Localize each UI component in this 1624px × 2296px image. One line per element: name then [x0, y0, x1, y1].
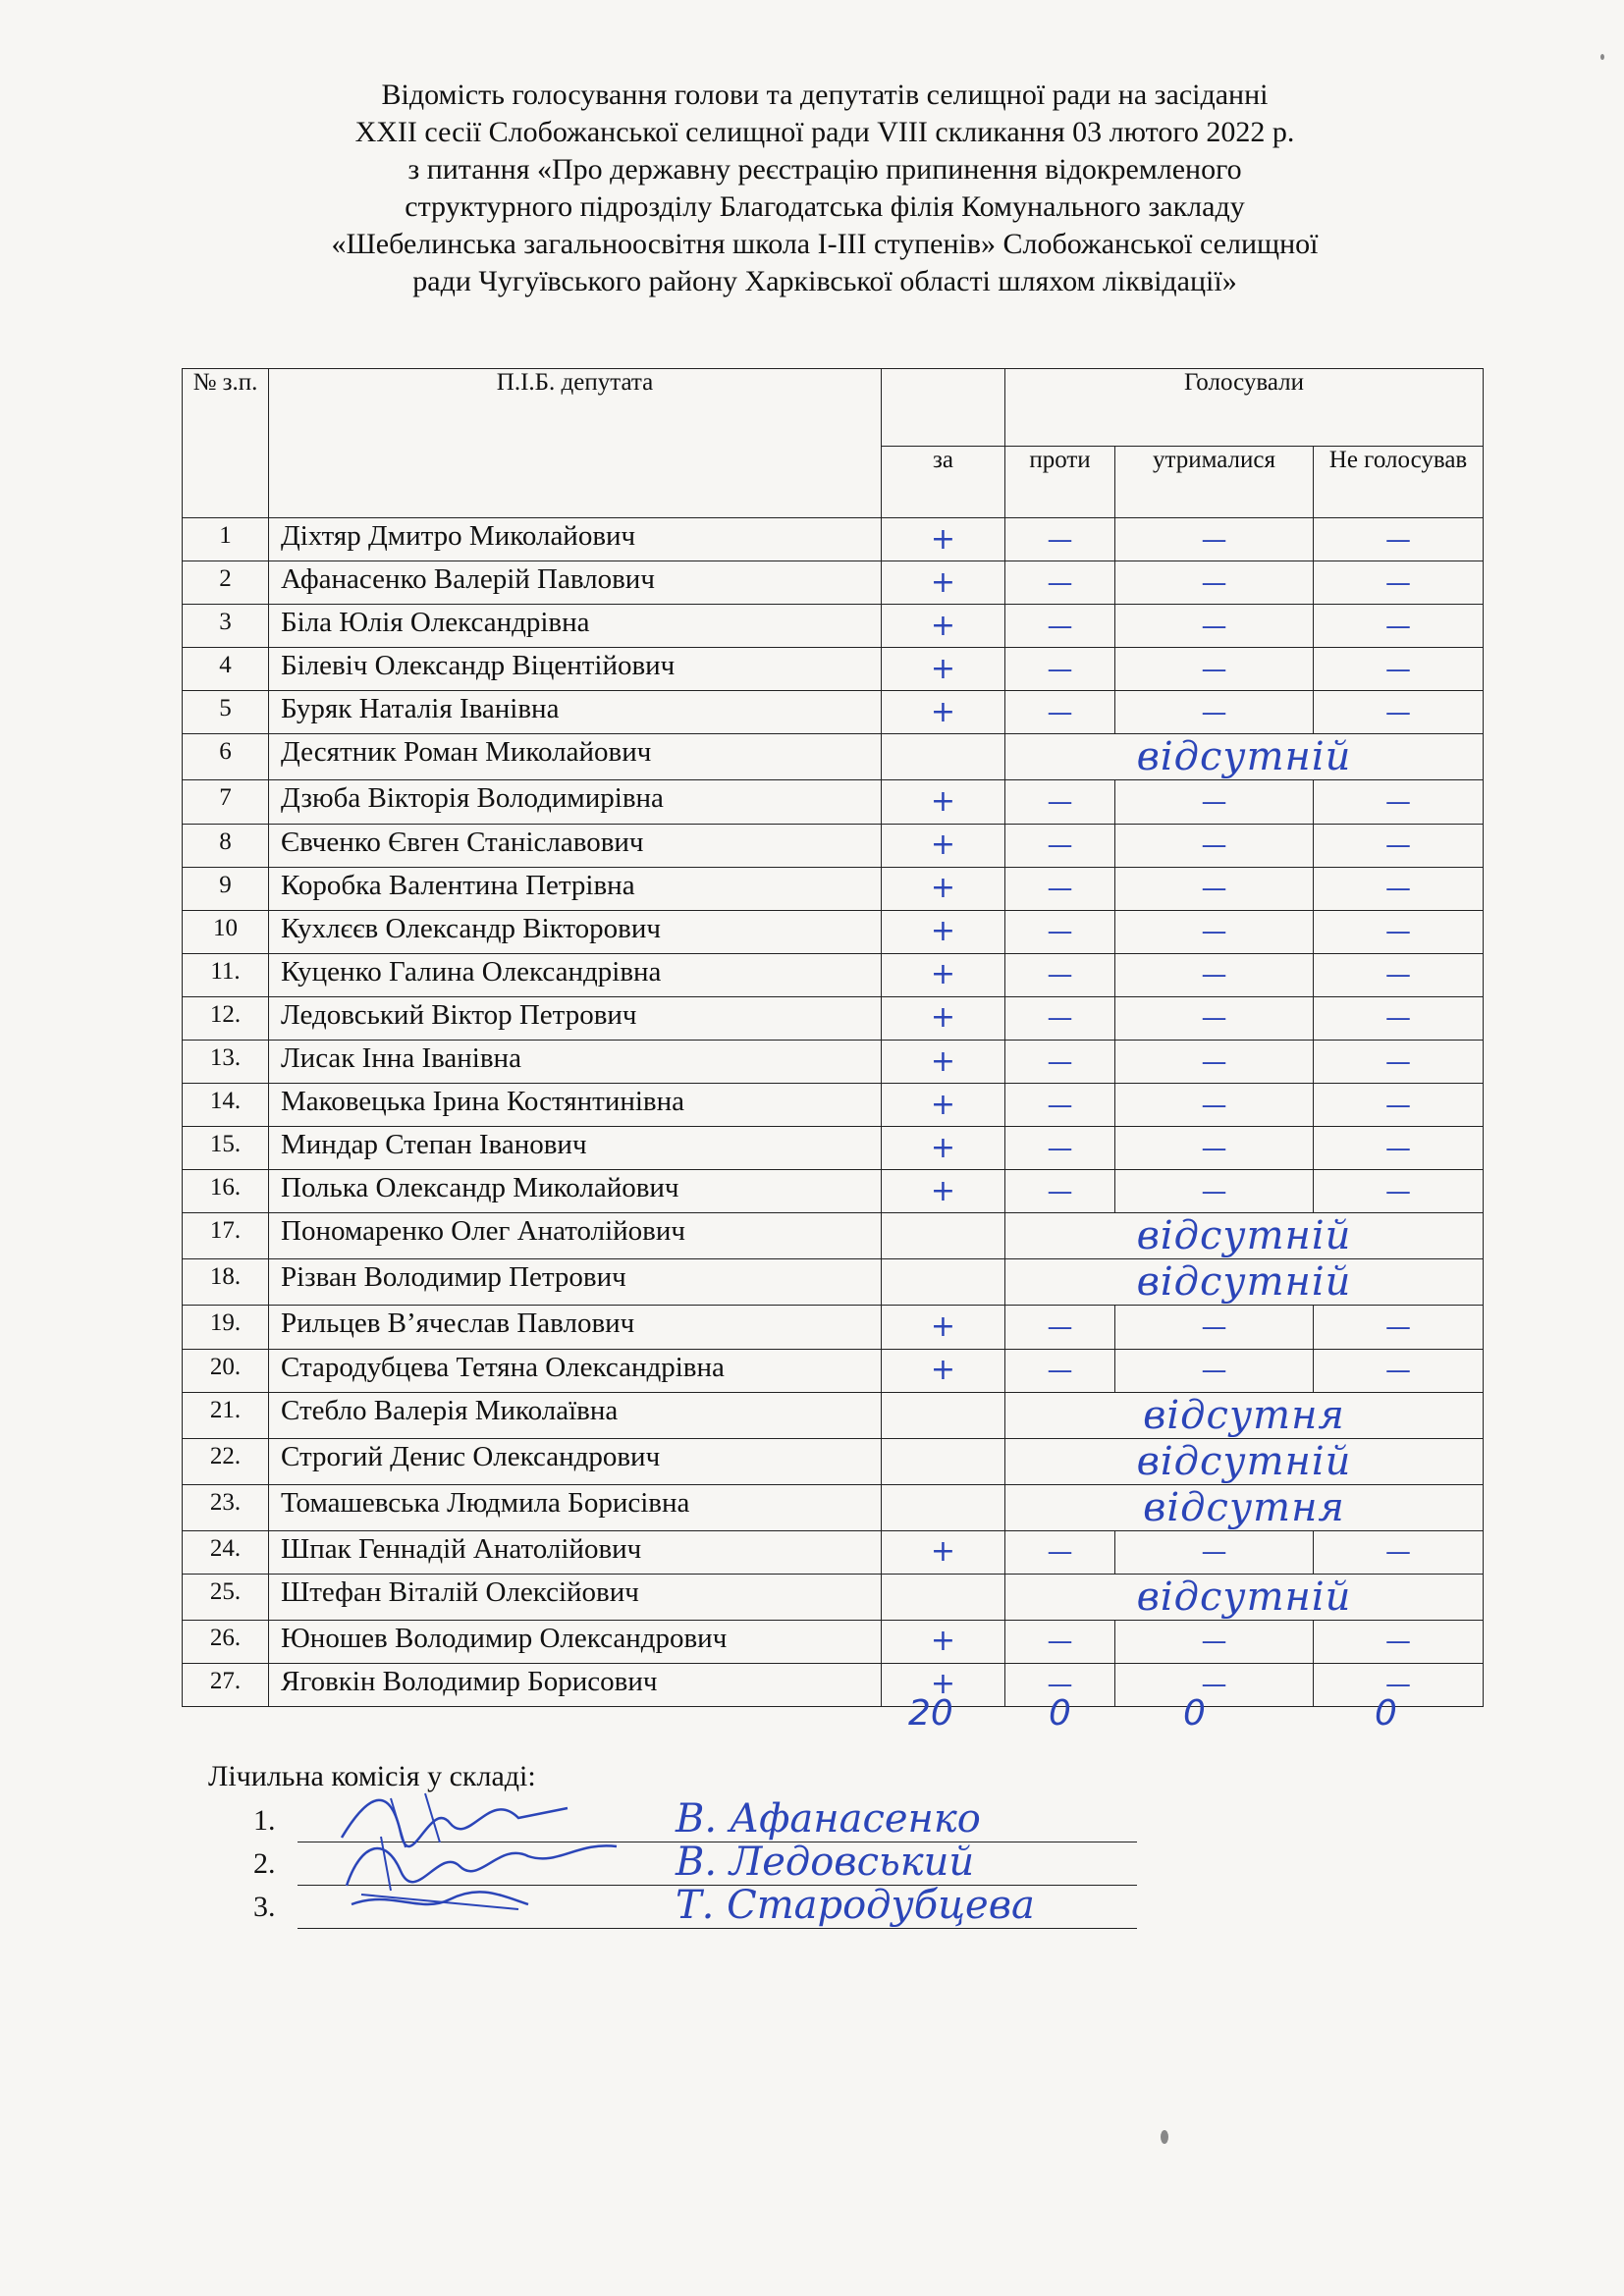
header-blank — [882, 369, 1005, 447]
table-body — [183, 518, 1484, 1707]
vote-ne-holosuvav-dash: — — [1314, 1349, 1484, 1392]
vote-ne-holosuvav-dash: — — [1314, 561, 1484, 605]
table-row — [183, 1438, 1484, 1484]
vote-ne-holosuvav-dash: — — [1314, 1170, 1484, 1213]
header-ne-holosuvav: Не голосував — [1314, 447, 1484, 518]
vote-proty-dash: — — [1005, 910, 1115, 953]
table-row — [183, 996, 1484, 1040]
row-number: 19. — [183, 1306, 269, 1349]
document-title — [147, 77, 1502, 300]
row-number: 26. — [183, 1620, 269, 1663]
row-number: 1 — [183, 518, 269, 561]
table-row — [183, 1213, 1484, 1259]
header-num: № з.п. — [183, 369, 269, 518]
table-row — [183, 518, 1484, 561]
deputy-name: Буряк Наталія Іванівна — [269, 691, 882, 734]
row-number: 18. — [183, 1259, 269, 1306]
vote-utrymalysia-dash: — — [1115, 910, 1314, 953]
table-row — [183, 1084, 1484, 1127]
member-number: 2. — [253, 1847, 276, 1880]
row-number: 16. — [183, 1170, 269, 1213]
vote-ne-holosuvav-dash: — — [1314, 605, 1484, 648]
vote-proty-dash: — — [1005, 996, 1115, 1040]
vote-ne-holosuvav-dash: — — [1314, 648, 1484, 691]
cell-za — [882, 1259, 1005, 1306]
row-number: 12. — [183, 996, 269, 1040]
vote-utrymalysia-dash: — — [1115, 824, 1314, 867]
scan-speck — [1161, 2130, 1168, 2144]
row-number: 11. — [183, 953, 269, 996]
deputy-name: Стародубцева Тетяна Олександрівна — [269, 1349, 882, 1392]
vote-za-mark: + — [882, 1084, 1005, 1127]
vote-utrymalysia-dash: — — [1115, 1530, 1314, 1574]
vote-proty-dash: — — [1005, 1530, 1115, 1574]
cell-za — [882, 1574, 1005, 1620]
header-utrymalysia: утрималися — [1115, 447, 1314, 518]
member-number: 1. — [253, 1804, 276, 1837]
vote-utrymalysia-dash: — — [1115, 1663, 1314, 1706]
vote-proty-dash: — — [1005, 824, 1115, 867]
vote-za-mark: + — [882, 605, 1005, 648]
deputy-name: Біла Юлія Олександрівна — [269, 605, 882, 648]
vote-utrymalysia-dash: — — [1115, 605, 1314, 648]
vote-za-mark: + — [882, 1127, 1005, 1170]
vote-za-mark: + — [882, 996, 1005, 1040]
vote-za-mark: + — [882, 1306, 1005, 1349]
vote-za-mark: + — [882, 648, 1005, 691]
cell-za — [882, 1213, 1005, 1259]
vote-za-mark: + — [882, 561, 1005, 605]
header-proty: проти — [1005, 447, 1115, 518]
commission-member — [253, 1883, 1137, 1934]
vote-ne-holosuvav-dash: — — [1314, 1306, 1484, 1349]
row-number: 24. — [183, 1530, 269, 1574]
vote-za-mark: + — [882, 780, 1005, 824]
vote-proty-dash: — — [1005, 1349, 1115, 1392]
vote-utrymalysia-dash: — — [1115, 867, 1314, 910]
member-name: В. Афанасенко — [676, 1796, 981, 1842]
vote-za-mark: + — [882, 953, 1005, 996]
table-row — [183, 1620, 1484, 1663]
vote-utrymalysia-dash: — — [1115, 780, 1314, 824]
vote-ne-holosuvav-dash: — — [1314, 1127, 1484, 1170]
deputy-name: Коробка Валентина Петрівна — [269, 867, 882, 910]
vote-proty-dash: — — [1005, 1663, 1115, 1706]
vote-proty-dash: — — [1005, 605, 1115, 648]
vote-proty-dash: — — [1005, 780, 1115, 824]
row-number: 15. — [183, 1127, 269, 1170]
vote-ne-holosuvav-dash: — — [1314, 824, 1484, 867]
cell-za — [882, 1484, 1005, 1530]
vote-proty-dash: — — [1005, 1306, 1115, 1349]
deputy-name: Миндар Степан Іванович — [269, 1127, 882, 1170]
vote-ne-holosuvav-dash: — — [1314, 1663, 1484, 1706]
row-number: 2 — [183, 561, 269, 605]
total-proty: 0 — [1049, 1693, 1071, 1734]
deputy-name: Лисак Інна Іванівна — [269, 1041, 882, 1084]
deputy-name: Строгий Денис Олександрович — [269, 1438, 882, 1484]
absent-note: відсутній — [1005, 1438, 1484, 1484]
header-name: П.І.Б. депутата — [269, 369, 882, 518]
table-row — [183, 1349, 1484, 1392]
deputy-name: Яговкін Володимир Борисович — [269, 1663, 882, 1706]
table-row — [183, 1306, 1484, 1349]
total-utrymalysia: 0 — [1183, 1693, 1206, 1734]
row-number: 4 — [183, 648, 269, 691]
header-za: за — [882, 447, 1005, 518]
vote-proty-dash: — — [1005, 867, 1115, 910]
table-row — [183, 910, 1484, 953]
voting-table — [182, 368, 1484, 1707]
row-number: 22. — [183, 1438, 269, 1484]
total-za: 20 — [908, 1693, 953, 1734]
title-line: Відомість голосування голови та депутатів селищної ради на засіданні — [381, 79, 1269, 111]
row-number: 7 — [183, 780, 269, 824]
vote-utrymalysia-dash: — — [1115, 996, 1314, 1040]
row-number: 6 — [183, 734, 269, 780]
deputy-name: Рильцев В’ячеслав Павлович — [269, 1306, 882, 1349]
vote-utrymalysia-dash: — — [1115, 561, 1314, 605]
title-line: XXII сесії Слобожанської селищної ради VIII скликання 03 лютого 2022 р. — [354, 116, 1295, 148]
table-row — [183, 1663, 1484, 1706]
title-line: з питання «Про державну реєстрацію припинення відокремленого — [407, 153, 1242, 186]
table-row — [183, 824, 1484, 867]
table-row — [183, 953, 1484, 996]
deputy-name: Дзюба Вікторія Володимирівна — [269, 780, 882, 824]
row-number: 21. — [183, 1392, 269, 1438]
absent-note: відсутній — [1005, 1574, 1484, 1620]
vote-utrymalysia-dash: — — [1115, 1127, 1314, 1170]
vote-proty-dash: — — [1005, 1084, 1115, 1127]
row-number: 25. — [183, 1574, 269, 1620]
vote-ne-holosuvav-dash: — — [1314, 518, 1484, 561]
absent-note: відсутній — [1005, 1213, 1484, 1259]
table-row — [183, 1170, 1484, 1213]
vote-utrymalysia-dash: — — [1115, 1620, 1314, 1663]
deputy-name: Юношев Володимир Олександрович — [269, 1620, 882, 1663]
vote-proty-dash: — — [1005, 1620, 1115, 1663]
scan-speck — [1600, 54, 1604, 60]
deputy-name: Євченко Євген Станіславович — [269, 824, 882, 867]
title-line: ради Чугуївського району Харківської області шляхом ліквідації» — [412, 265, 1237, 297]
vote-proty-dash: — — [1005, 1170, 1115, 1213]
deputy-name: Діхтяр Дмитро Миколайович — [269, 518, 882, 561]
table-row — [183, 867, 1484, 910]
deputy-name: Кухлєєв Олександр Вікторович — [269, 910, 882, 953]
row-number: 14. — [183, 1084, 269, 1127]
vote-proty-dash: — — [1005, 518, 1115, 561]
vote-ne-holosuvav-dash: — — [1314, 1530, 1484, 1574]
deputy-name: Маковецька Ірина Костянтинівна — [269, 1084, 882, 1127]
table-row — [183, 1392, 1484, 1438]
vote-utrymalysia-dash: — — [1115, 691, 1314, 734]
deputy-name: Томашевська Людмила Борисівна — [269, 1484, 882, 1530]
vote-za-mark: + — [882, 1530, 1005, 1574]
row-number: 10 — [183, 910, 269, 953]
header-voted: Голосували — [1005, 369, 1484, 447]
table-row — [183, 1127, 1484, 1170]
absent-note: відсутня — [1005, 1484, 1484, 1530]
deputy-name: Штефан Віталій Олексійович — [269, 1574, 882, 1620]
row-number: 23. — [183, 1484, 269, 1530]
vote-za-mark: + — [882, 1620, 1005, 1663]
title-line: структурного підрозділу Благодатська філія Комунального закладу — [405, 190, 1245, 223]
signature-image — [332, 1865, 548, 1934]
vote-ne-holosuvav-dash: — — [1314, 1620, 1484, 1663]
deputy-name: Десятник Роман Миколайович — [269, 734, 882, 780]
deputy-name: Афанасенко Валерій Павлович — [269, 561, 882, 605]
cell-za — [882, 1392, 1005, 1438]
vote-za-mark: + — [882, 1041, 1005, 1084]
vote-utrymalysia-dash: — — [1115, 1041, 1314, 1084]
deputy-name: Полька Олександр Миколайович — [269, 1170, 882, 1213]
vote-ne-holosuvav-dash: — — [1314, 780, 1484, 824]
vote-utrymalysia-dash: — — [1115, 518, 1314, 561]
row-number: 13. — [183, 1041, 269, 1084]
vote-utrymalysia-dash: — — [1115, 1349, 1314, 1392]
absent-note: відсутній — [1005, 734, 1484, 780]
vote-za-mark: + — [882, 867, 1005, 910]
table-row — [183, 780, 1484, 824]
member-name: Т. Стародубцева — [676, 1883, 1035, 1928]
vote-proty-dash: — — [1005, 691, 1115, 734]
vote-za-mark: + — [882, 518, 1005, 561]
vote-ne-holosuvav-dash: — — [1314, 953, 1484, 996]
vote-za-mark: + — [882, 1663, 1005, 1706]
deputy-name: Різван Володимир Петрович — [269, 1259, 882, 1306]
row-number: 20. — [183, 1349, 269, 1392]
cell-za — [882, 734, 1005, 780]
row-number: 5 — [183, 691, 269, 734]
deputy-name: Ледовський Віктор Петрович — [269, 996, 882, 1040]
table-row — [183, 1484, 1484, 1530]
table-row — [183, 1041, 1484, 1084]
vote-ne-holosuvav-dash: — — [1314, 1041, 1484, 1084]
title-line: «Шебелинська загальноосвітня школа І-ІІІ ступенів» Слобожанської селищної — [331, 228, 1319, 260]
vote-utrymalysia-dash: — — [1115, 953, 1314, 996]
cell-za — [882, 1438, 1005, 1484]
table-row — [183, 1259, 1484, 1306]
vote-za-mark: + — [882, 1170, 1005, 1213]
vote-ne-holosuvav-dash: — — [1314, 1084, 1484, 1127]
vote-za-mark: + — [882, 824, 1005, 867]
deputy-name: Пономаренко Олег Анатолійович — [269, 1213, 882, 1259]
vote-proty-dash: — — [1005, 1041, 1115, 1084]
table-row — [183, 605, 1484, 648]
member-number: 3. — [253, 1891, 276, 1923]
deputy-name: Куценко Галина Олександрівна — [269, 953, 882, 996]
vote-za-mark: + — [882, 910, 1005, 953]
vote-ne-holosuvav-dash: — — [1314, 691, 1484, 734]
row-number: 17. — [183, 1213, 269, 1259]
row-number: 8 — [183, 824, 269, 867]
deputy-name: Шпак Геннадій Анатолійович — [269, 1530, 882, 1574]
total-ne-holosuvav: 0 — [1375, 1693, 1397, 1734]
deputy-name: Білевіч Олександр Віцентійович — [269, 648, 882, 691]
vote-ne-holosuvav-dash: — — [1314, 867, 1484, 910]
row-number: 27. — [183, 1663, 269, 1706]
row-number: 3 — [183, 605, 269, 648]
vote-za-mark: + — [882, 691, 1005, 734]
vote-za-mark: + — [882, 1349, 1005, 1392]
table-row — [183, 561, 1484, 605]
table-row — [183, 691, 1484, 734]
absent-note: відсутній — [1005, 1259, 1484, 1306]
member-name: В. Ледовський — [676, 1840, 975, 1885]
vote-ne-holosuvav-dash: — — [1314, 910, 1484, 953]
vote-proty-dash: — — [1005, 953, 1115, 996]
row-number: 9 — [183, 867, 269, 910]
commission-label: Лічильна комісія у складі: — [208, 1760, 536, 1792]
vote-proty-dash: — — [1005, 1127, 1115, 1170]
vote-utrymalysia-dash: — — [1115, 1306, 1314, 1349]
table-row — [183, 1530, 1484, 1574]
vote-utrymalysia-dash: — — [1115, 648, 1314, 691]
vote-utrymalysia-dash: — — [1115, 1170, 1314, 1213]
deputy-name: Стебло Валерія Миколаївна — [269, 1392, 882, 1438]
vote-proty-dash: — — [1005, 648, 1115, 691]
table-row — [183, 648, 1484, 691]
table-row — [183, 734, 1484, 780]
vote-utrymalysia-dash: — — [1115, 1084, 1314, 1127]
vote-ne-holosuvav-dash: — — [1314, 996, 1484, 1040]
vote-proty-dash: — — [1005, 561, 1115, 605]
table-row — [183, 1574, 1484, 1620]
absent-note: відсутня — [1005, 1392, 1484, 1438]
